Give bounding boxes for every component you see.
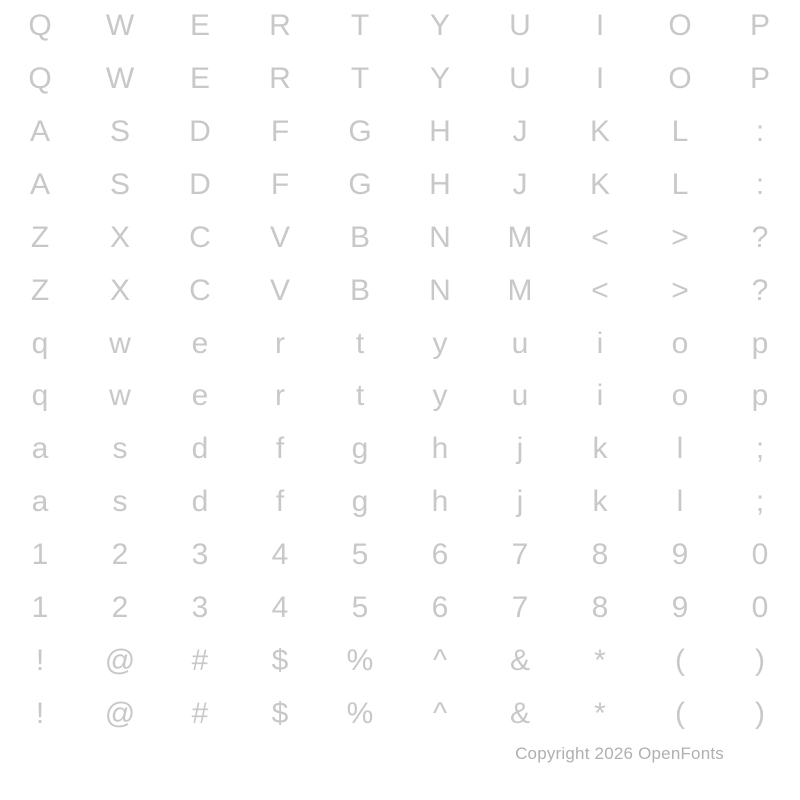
glyph-cell: U bbox=[509, 62, 531, 96]
glyph-cell: C bbox=[189, 220, 211, 254]
glyph-cell: Y bbox=[429, 9, 450, 43]
glyph-cell: Z bbox=[30, 273, 50, 307]
glyph-cell: 4 bbox=[271, 537, 289, 571]
glyph-cell: @ bbox=[104, 643, 136, 677]
glyph-cell: k bbox=[592, 432, 608, 466]
glyph-cell: o bbox=[671, 379, 689, 413]
glyph-cell: N bbox=[429, 273, 451, 307]
glyph-cell: N bbox=[429, 220, 451, 254]
glyph-cell: # bbox=[191, 696, 209, 730]
glyph-cell: G bbox=[348, 167, 372, 201]
glyph-cell: ) bbox=[755, 696, 765, 730]
glyph-cell: K bbox=[589, 115, 610, 149]
glyph-cell: Q bbox=[28, 62, 52, 96]
glyph-cell: s bbox=[112, 432, 128, 466]
glyph-cell: i bbox=[596, 379, 604, 413]
glyph-cell: ) bbox=[755, 643, 765, 677]
glyph-cell: V bbox=[269, 220, 290, 254]
glyph-cell: e bbox=[191, 379, 209, 413]
glyph-cell: f bbox=[275, 432, 285, 466]
glyph-cell: ; bbox=[755, 432, 765, 466]
copyright-notice: Copyright 2026 OpenFonts bbox=[515, 744, 724, 763]
glyph-cell: 3 bbox=[191, 537, 209, 571]
glyph-cell: P bbox=[749, 62, 770, 96]
glyph-cell: q bbox=[31, 379, 49, 413]
glyph-cell: ; bbox=[755, 485, 765, 519]
glyph-cell: < bbox=[591, 220, 609, 254]
glyph-cell: p bbox=[751, 379, 769, 413]
glyph-cell: l bbox=[676, 485, 684, 519]
glyph-cell: & bbox=[509, 696, 530, 730]
glyph-cell: f bbox=[275, 485, 285, 519]
glyph-cell: 7 bbox=[511, 590, 529, 624]
glyph-cell: r bbox=[275, 326, 285, 360]
glyph-cell: 5 bbox=[351, 537, 369, 571]
glyph-cell: 6 bbox=[431, 537, 449, 571]
glyph-cell: Y bbox=[429, 62, 450, 96]
glyph-cell: j bbox=[516, 485, 524, 519]
glyph-cell: V bbox=[269, 273, 290, 307]
glyph-cell: K bbox=[589, 167, 610, 201]
glyph-cell: : bbox=[755, 167, 765, 201]
glyph-cell: ? bbox=[751, 273, 769, 307]
glyph-cell: h bbox=[431, 432, 449, 466]
glyph-cell: j bbox=[516, 432, 524, 466]
glyph-cell: F bbox=[270, 115, 290, 149]
glyph-cell: H bbox=[429, 115, 451, 149]
glyph-cell: < bbox=[591, 273, 609, 307]
glyph-cell: B bbox=[349, 220, 370, 254]
glyph-cell: D bbox=[189, 115, 211, 149]
glyph-cell: O bbox=[668, 62, 692, 96]
glyph-cell: # bbox=[191, 643, 209, 677]
glyph-cell: g bbox=[351, 485, 369, 519]
glyph-cell: u bbox=[511, 379, 529, 413]
glyph-cell: & bbox=[509, 643, 530, 677]
glyph-cell: o bbox=[671, 326, 689, 360]
glyph-cell: X bbox=[109, 220, 130, 254]
glyph-cell: ( bbox=[675, 643, 685, 677]
glyph-cell: ! bbox=[35, 643, 45, 677]
glyph-cell: 1 bbox=[31, 537, 49, 571]
glyph-cell: ! bbox=[35, 696, 45, 730]
glyph-cell: 5 bbox=[351, 590, 369, 624]
glyph-cell: 8 bbox=[591, 537, 609, 571]
glyph-cell: y bbox=[432, 379, 448, 413]
glyph-cell: J bbox=[512, 115, 528, 149]
glyph-cell: : bbox=[755, 115, 765, 149]
glyph-cell: % bbox=[346, 643, 374, 677]
glyph-cell: C bbox=[189, 273, 211, 307]
glyph-cell: @ bbox=[104, 696, 136, 730]
glyph-cell: W bbox=[105, 62, 135, 96]
glyph-cell: * bbox=[594, 643, 606, 677]
glyph-cell: D bbox=[189, 167, 211, 201]
glyph-cell: L bbox=[671, 167, 689, 201]
glyph-cell: e bbox=[191, 326, 209, 360]
glyph-cell: 6 bbox=[431, 590, 449, 624]
glyph-cell: I bbox=[595, 62, 605, 96]
glyph-cell: p bbox=[751, 326, 769, 360]
glyph-cell: R bbox=[269, 62, 291, 96]
glyph-cell: d bbox=[191, 485, 209, 519]
glyph-cell: 9 bbox=[671, 537, 689, 571]
glyph-cell: 1 bbox=[31, 590, 49, 624]
glyph-cell: H bbox=[429, 167, 451, 201]
glyph-cell: 3 bbox=[191, 590, 209, 624]
glyph-cell: G bbox=[348, 115, 372, 149]
glyph-cell: w bbox=[109, 379, 131, 413]
glyph-cell: S bbox=[109, 167, 130, 201]
glyph-cell: a bbox=[31, 485, 49, 519]
glyph-cell: 0 bbox=[751, 537, 769, 571]
glyph-cell: P bbox=[749, 9, 770, 43]
glyph-cell: ? bbox=[751, 220, 769, 254]
glyph-cell: w bbox=[109, 326, 131, 360]
glyph-cell: t bbox=[355, 379, 365, 413]
glyph-cell: l bbox=[676, 432, 684, 466]
glyph-cell: O bbox=[668, 9, 692, 43]
glyph-cell: R bbox=[269, 9, 291, 43]
glyph-cell: A bbox=[29, 167, 50, 201]
glyph-cell: 2 bbox=[111, 590, 129, 624]
glyph-cell: J bbox=[512, 167, 528, 201]
glyph-cell: W bbox=[105, 9, 135, 43]
glyph-cell: % bbox=[346, 696, 374, 730]
glyph-cell: t bbox=[355, 326, 365, 360]
glyph-cell: $ bbox=[271, 696, 289, 730]
glyph-cell: E bbox=[189, 62, 210, 96]
glyph-cell: 8 bbox=[591, 590, 609, 624]
glyph-cell: U bbox=[509, 9, 531, 43]
glyph-cell: d bbox=[191, 432, 209, 466]
glyph-cell: F bbox=[270, 167, 290, 201]
glyph-cell: 2 bbox=[111, 537, 129, 571]
glyph-cell: 0 bbox=[751, 590, 769, 624]
glyph-cell: ^ bbox=[432, 643, 448, 677]
glyph-cell: T bbox=[350, 62, 370, 96]
glyph-cell: 7 bbox=[511, 537, 529, 571]
glyph-cell: 9 bbox=[671, 590, 689, 624]
glyph-cell: g bbox=[351, 432, 369, 466]
glyph-cell: * bbox=[594, 696, 606, 730]
glyph-cell: X bbox=[109, 273, 130, 307]
glyph-cell: q bbox=[31, 326, 49, 360]
glyph-cell: r bbox=[275, 379, 285, 413]
glyph-cell: > bbox=[671, 220, 689, 254]
glyph-cell: a bbox=[31, 432, 49, 466]
glyph-cell: u bbox=[511, 326, 529, 360]
glyph-cell: $ bbox=[271, 643, 289, 677]
glyph-cell: I bbox=[595, 9, 605, 43]
glyph-cell: Z bbox=[30, 220, 50, 254]
glyph-cell: T bbox=[350, 9, 370, 43]
glyph-cell: ( bbox=[675, 696, 685, 730]
glyph-cell: 4 bbox=[271, 590, 289, 624]
glyph-cell: A bbox=[29, 115, 50, 149]
glyph-cell: Q bbox=[28, 9, 52, 43]
glyph-cell: ^ bbox=[432, 696, 448, 730]
glyph-cell: s bbox=[112, 485, 128, 519]
glyph-cell: h bbox=[431, 485, 449, 519]
glyph-cell: k bbox=[592, 485, 608, 519]
glyph-cell: L bbox=[671, 115, 689, 149]
glyph-cell: B bbox=[349, 273, 370, 307]
glyph-cell: M bbox=[507, 273, 533, 307]
glyph-cell: y bbox=[432, 326, 448, 360]
glyph-cell: M bbox=[507, 220, 533, 254]
glyph-cell: S bbox=[109, 115, 130, 149]
glyph-cell: > bbox=[671, 273, 689, 307]
glyph-cell: i bbox=[596, 326, 604, 360]
glyph-cell: E bbox=[189, 9, 210, 43]
